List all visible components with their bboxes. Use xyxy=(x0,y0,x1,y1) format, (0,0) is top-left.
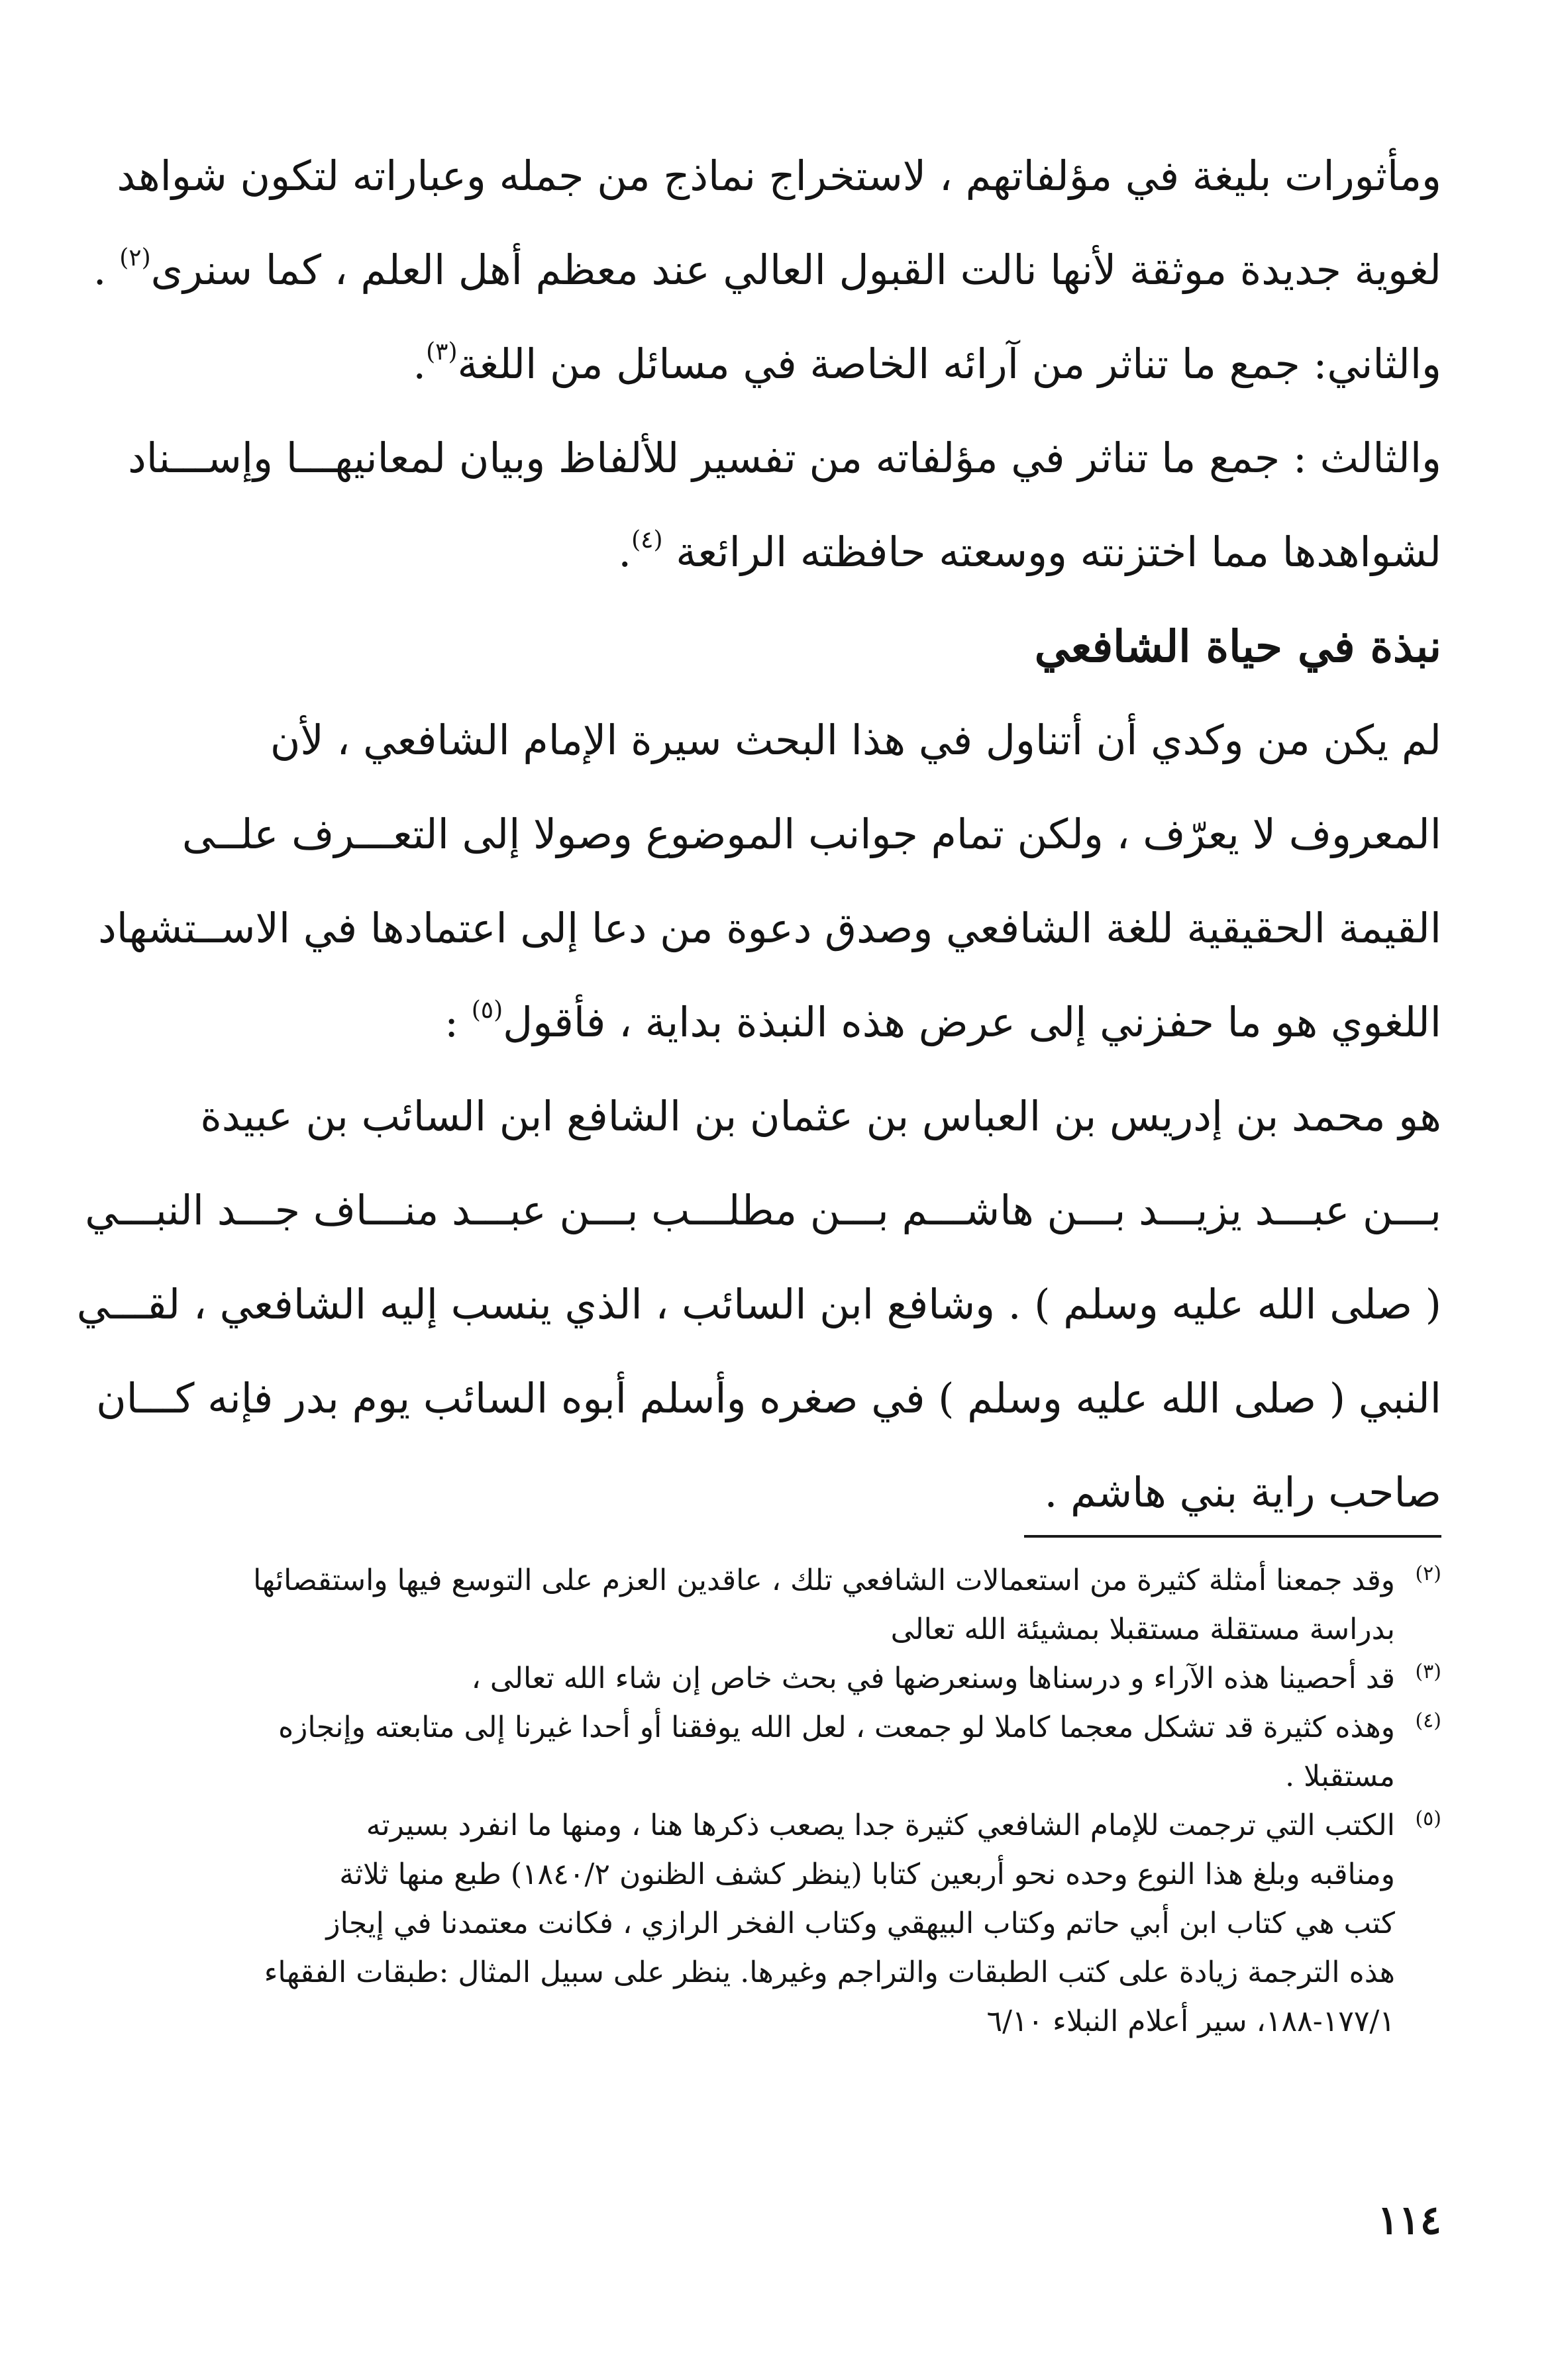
footnote-line: ومناقبه وبلغ هذا النوع وحده نحو أربعين كتابا (ينظر كشف الظنون ١٨٤٠/٢) طبع منها ثلاثة xyxy=(339,1858,1395,1891)
footnote-line: هذه الترجمة زيادة على كتب الطبقات والتراجم وغيرها. ينظر على سبيل المثال :طبقات الفقهاء xyxy=(264,1956,1395,1989)
text-line: لغوية جديدة موثقة لأنها نالت القبول العالي عند معظم أهل العلم ، كما سنرى$^{(٢)}$ . xyxy=(93,244,1441,294)
footnote-number: (٥) xyxy=(1415,1807,1441,1830)
text-line: والثالث : جمع ما تناثر في مؤلفاته من تفسير للألفاظ وبيان لمعانيهـــا وإســـناد xyxy=(128,434,1441,482)
text-line: لم يكن من وكدي أن أتناول في هذا البحث سيرة الإمام الشافعي ، لأن xyxy=(270,716,1441,764)
footnote-line: الكتب التي ترجمت للإمام الشافعي كثيرة جدا يصعب ذكرها هنا ، ومنها ما انفرد بسيرته xyxy=(366,1809,1395,1842)
footnote-2 xyxy=(120,1556,1441,1654)
footnote-ref[interactable]: (٤) xyxy=(631,526,663,554)
text-line: صاحب راية بني هاشم . xyxy=(1044,1468,1441,1516)
text-line: ومأثورات بليغة في مؤلفاتهم ، لاستخراج نماذج من جمله وعباراته لتكون شواهد xyxy=(117,152,1441,200)
section-heading: نبذة في حياة الشافعي xyxy=(1034,620,1441,672)
footnote-line: قد أحصينا هذه الآراء و درسناها وسنعرضها في بحث خاص إن شاء الله تعالى ، xyxy=(471,1661,1395,1695)
footnote-number: (٢) xyxy=(1415,1562,1441,1585)
text-line: هو محمد بن إدريس بن العباس بن عثمان بن الشافع ابن السائب بن عبيدة xyxy=(200,1092,1441,1140)
text-line: المعروف لا يعرّف ، ولكن تمام جوانب الموضوع وصولا إلى التعـــرف علــى xyxy=(181,810,1441,858)
text-line: والثاني: جمع ما تناثر من آرائه الخاصة في مسائل من اللغة$^{(٣)}$. xyxy=(413,338,1441,388)
footnote-line: ١٧٧/١-١٨٨، سير أعلام النبلاء ٦/١٠ xyxy=(986,2005,1395,2038)
footnote-3 xyxy=(120,1654,1441,1703)
footnote-5 xyxy=(120,1801,1441,2046)
footnote-line: بدراسة مستقلة مستقبلا بمشيئة الله تعالى xyxy=(890,1612,1395,1646)
text-line: لشواهدها مما اختزنته ووسعته حافظته الرائعة $^{(٤)}$. xyxy=(618,526,1441,576)
text-line: بـــن عبـــد يزيـــد بـــن هاشـــم بـــن مطلـــب بـــن عبـــد منـــاف جـــد النبـــي xyxy=(85,1186,1441,1234)
footnote-number: (٣) xyxy=(1415,1660,1441,1683)
footnote-number: (٤) xyxy=(1415,1709,1441,1732)
main-text xyxy=(76,129,1441,1540)
page-number: ١١٤ xyxy=(1377,2197,1441,2244)
footnote-divider xyxy=(1024,1535,1441,1538)
footnote-line: مستقبلا . xyxy=(1285,1760,1395,1793)
footnote-line: وقد جمعنا أمثلة كثيرة من استعمالات الشافعي تلك ، عاقدين العزم على التوسع فيها واستقصائها xyxy=(253,1563,1395,1597)
footnote-4 xyxy=(120,1703,1441,1801)
text-line: اللغوي هو ما حفزني إلى عرض هذه النبذة بداية ، فأقول$^{(٥)}$ : xyxy=(444,997,1441,1046)
footnote-line: كتب هي كتاب ابن أبي حاتم وكتاب البيهقي وكتاب الفخر الرازي ، فكانت معتمدنا في إيجاز xyxy=(326,1907,1395,1940)
text-line: ( صلى الله عليه وسلم ) . وشافع ابن السائب ، الذي ينسب إليه الشافعي ، لقـــي xyxy=(76,1280,1441,1328)
footnote-ref[interactable]: (٢) xyxy=(119,244,151,272)
footnote-ref[interactable]: (٥) xyxy=(471,997,503,1024)
footnote-ref[interactable]: (٣) xyxy=(426,338,458,366)
text-line: القيمة الحقيقية للغة الشافعي وصدق دعوة من دعا إلى اعتمادها في الاســتشهاد xyxy=(98,904,1441,952)
text-line: النبي ( صلى الله عليه وسلم ) في صغره وأسلم أبوه السائب يوم بدر فإنه كـــان xyxy=(96,1374,1441,1422)
footnotes xyxy=(120,1556,1441,2046)
footnote-line: وهذه كثيرة قد تشكل معجما كاملا لو جمعت ، لعل الله يوفقنا أو أحدا غيرنا إلى متابعته وإنجازه xyxy=(278,1711,1395,1744)
